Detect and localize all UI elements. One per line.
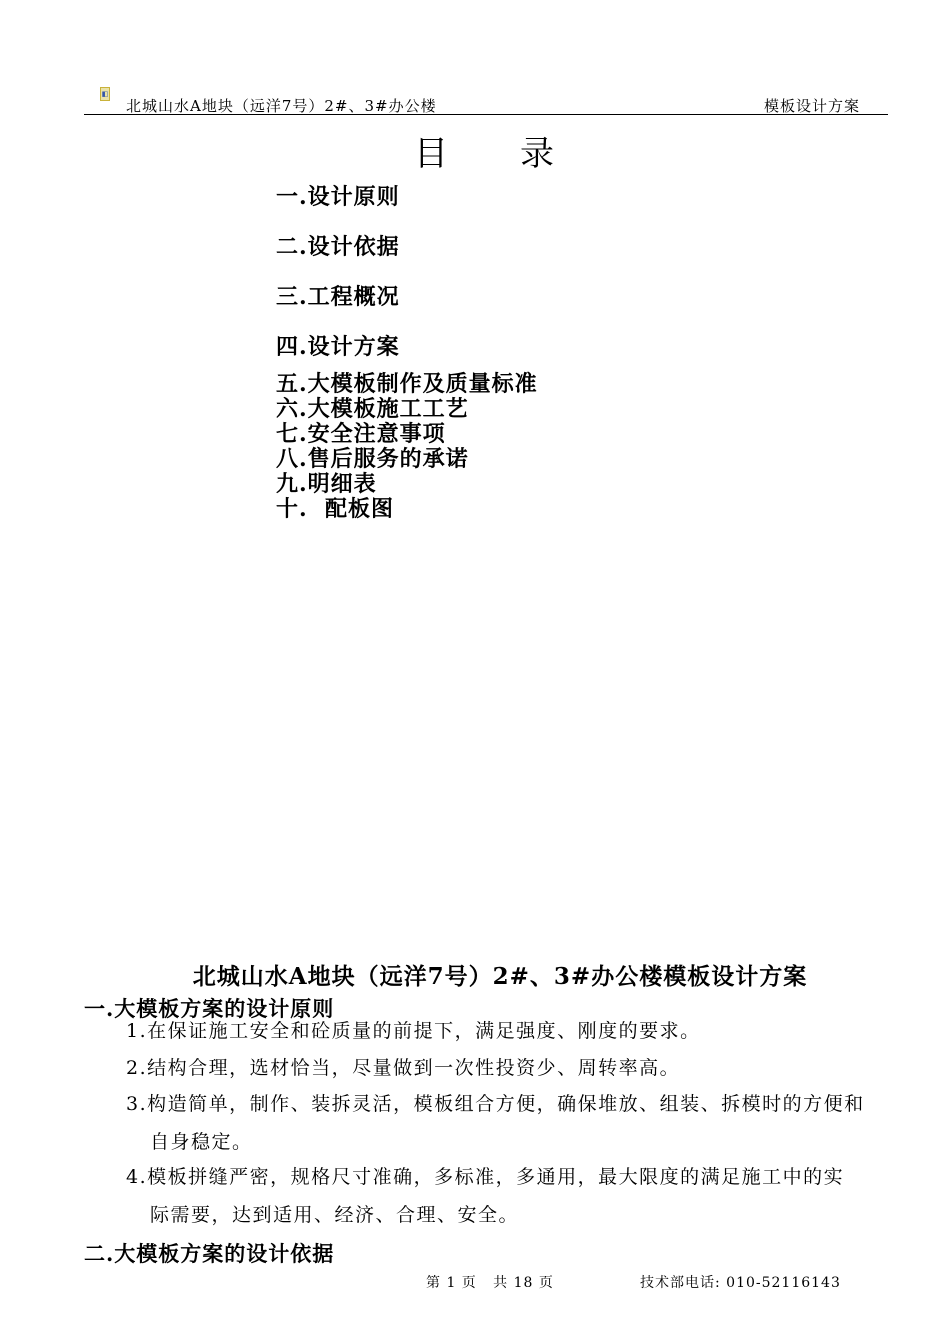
principle-text: 4.模板拼缝严密，规格尺寸准确，多标准，多通用，最大限度的满足施工中的实 (126, 1166, 845, 1188)
toc-item[interactable]: 九.明细表 (276, 471, 377, 497)
header-project-title: 北城山水A地块（远洋7号）2#、3#办公楼 (126, 97, 437, 115)
toc-item[interactable]: 三.工程概况 (276, 284, 400, 310)
toc-title-part1: 目 (414, 134, 448, 174)
toc-item[interactable]: 八.售后服务的承诺 (276, 446, 469, 472)
principle-text: 3.构造简单，制作、装拆灵活，模板组合方便，确保堆放、组装、拆模时的方便和 (126, 1093, 865, 1115)
toc-item[interactable]: 二.设计依据 (276, 234, 400, 260)
toc-item[interactable]: 四.设计方案 (276, 334, 400, 360)
footer-phone: 技术部电话: 010-52116143 (640, 1275, 841, 1291)
principle-text-continued: 自身稳定。 (150, 1131, 253, 1153)
principle-text: 1.在保证施工安全和砼质量的前提下，满足强度、刚度的要求。 (126, 1020, 701, 1042)
toc-item[interactable]: 十. 配板图 (276, 496, 394, 522)
toc-title (414, 126, 554, 175)
page-number: 第 1 页 共 18 页 (426, 1275, 554, 1291)
principle-item (126, 1049, 896, 1087)
principle-text-continued: 际需要，达到适用、经济、合理、安全。 (150, 1204, 520, 1226)
toc-item[interactable]: 七.安全注意事项 (276, 421, 446, 447)
principle-item (126, 1012, 896, 1050)
toc-item[interactable]: 六.大模板施工工艺 (276, 396, 469, 422)
toc-title-part2: 录 (520, 134, 554, 174)
principle-item (126, 1158, 896, 1234)
toc-item[interactable]: 一.设计原则 (276, 184, 400, 210)
document-title: 北城山水A地块（远洋7号）2#、3#办公楼模板设计方案 (192, 963, 808, 990)
document-icon: ◧ (100, 87, 110, 101)
header-divider (84, 114, 888, 115)
toc-item[interactable]: 五.大模板制作及质量标准 (276, 371, 538, 397)
section-heading: 二.大模板方案的设计依据 (84, 1241, 335, 1266)
header-doc-type: 模板设计方案 (763, 97, 860, 115)
principle-text: 2.结构合理，选材恰当，尽量做到一次性投资少、周转率高。 (126, 1057, 681, 1079)
principle-item (126, 1085, 896, 1161)
section-heading: 一.大模板方案的设计原则 (84, 996, 335, 1021)
